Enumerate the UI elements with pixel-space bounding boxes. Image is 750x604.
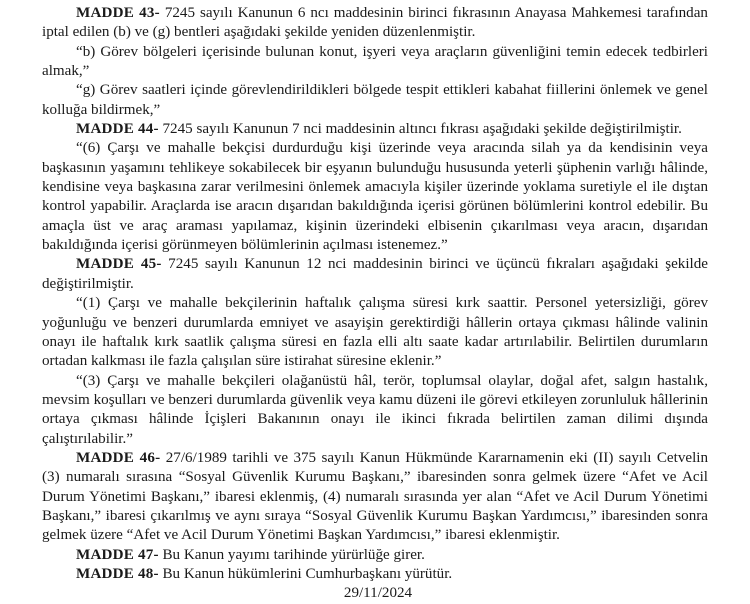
- article-text-45-3: “(3) Çarşı ve mahalle bekçileri olağanüstü hâl, terör, toplumsal olaylar, doğal afet, salgın hastalık, mevsim koşulları ve benzeri durumlarda güvenlik veya kamu düzeni ile görevi etkileyen zorunluluk hâllerinin ortaya çıkması hâlinde İçişleri Bakanının onayı ile ikinci fıkrada belirtilen zaman dilimi dışında çalıştırılabilir.”: [42, 372, 708, 447]
- paragraph-madde-44-6: [42, 139, 708, 255]
- paragraph-madde-45-3: [42, 372, 708, 449]
- article-label-48: MADDE 48-: [76, 565, 159, 582]
- article-text-43-b: “b) Görev bölgeleri içerisinde bulunan konut, işyeri veya araçların güvenliğini temin edecek tedbirleri almak,”: [42, 43, 708, 80]
- article-label-44: MADDE 44-: [76, 121, 159, 138]
- paragraph-madde-43-g: [42, 81, 708, 120]
- article-text-46: 27/6/1989 tarihli ve 375 sayılı Kanun Hükmünde Kararnamenin eki (II) sayılı Cetvelin (3) numaralı sırasına “Sosyal Güvenlik Kurumu Başkanı,” ibaresinden sonra gelmek üzere “Afet ve Acil Durum Yönetimi Başkanı,” ibaresi eklenmiş, (4) numaralı sırasında yer alan “Afet ve Acil Durum Yönetimi Başkanı,” ibaresi çıkarılmış ve aynı sıraya “Sosyal Güvenlik Kurumu Başkan Yardımcısı,” ibaresinden sonra gelmek üzere “Afet ve Acil Durum Yönetimi Başkan Yardımcısı,” ibaresi eklenmiştir.: [42, 449, 708, 544]
- paragraph-madde-46: [42, 449, 708, 546]
- article-text-47: Bu Kanun yayımı tarihinde yürürlüğe girer.: [158, 546, 425, 563]
- paragraph-madde-45: [42, 255, 708, 294]
- paragraph-madde-44: [42, 120, 708, 139]
- article-text-44: 7245 sayılı Kanunun 7 nci maddesinin altıncı fıkrası aşağıdaki şekilde değiştirilmiştir.: [158, 121, 682, 138]
- paragraph-madde-43-b: [42, 43, 708, 82]
- article-text-45-1: “(1) Çarşı ve mahalle bekçilerinin haftalık çalışma süresi kırk saattir. Personel yetersizliği, görev yoğunluğu ve benzeri durumlarda emniyet ve asayişin gerektirdiği hâllerin ortaya çıkması hâlinde valinin onayı ile haftalık kırk saatlik çalışma süresi en fazla elli altı saate kadar artırılabilir. Belirtilen durumların ortadan kalkması ile fazla çalışılan süre istirahat süresine eklenir.”: [42, 295, 708, 370]
- article-label-46: MADDE 46-: [76, 449, 161, 466]
- article-text-45: 7245 sayılı Kanunun 12 nci maddesinin birinci ve üçüncü fıkraları aşağıdaki şekilde değiştirilmiştir.: [42, 256, 708, 292]
- article-text-48: Bu Kanun hükümlerini Cumhurbaşkanı yürütür.: [158, 565, 453, 582]
- paragraph-madde-45-1: [42, 294, 708, 371]
- article-text-43-g: “g) Görev saatleri içinde görevlendirildikleri bölgede tespit ettikleri kabahat fiillerini önlemek ve genel kolluğa bildirmek,”: [42, 82, 708, 118]
- article-label-43: MADDE 43-: [76, 5, 160, 21]
- paragraph-madde-43: [42, 4, 708, 43]
- article-label-47: MADDE 47-: [76, 546, 159, 563]
- article-text-43: 7245 sayılı Kanunun 6 ncı maddesinin birinci fıkrasının Anayasa Mahkemesi tarafından iptal edilen (b) ve (g) bentleri aşağıdaki şekilde yeniden düzenlenmiştir.: [42, 5, 708, 41]
- paragraph-madde-47: [42, 546, 708, 565]
- document-body: [42, 4, 708, 604]
- article-text-44-6: “(6) Çarşı ve mahalle bekçisi durdurduğu kişi üzerinde veya aracında silah ya da kendisinin veya başkasının yaşamını tehlikeye sokabilecek bir eşyanın bulunduğu hususunda yeterli şüphenin varlığı hâlinde, kendisine veya başkasına zarar verilmesini önlemek amacıyla kişiler üzerinde yoklama suretiyle el ile dıştan kontrol yapabilir. Araçlarda ise aracın dışarıdan bakıldığında içerisi görünen bölümlerini kontrol edebilir. Bu amaçla üst ve araç araması yapılamaz, kişinin üzerindeki elbisenin çıkarılması veya aracın, dışarıdan bakıldığında içerisi görünmeyen bölümlerinin açılması istenemez.”: [42, 140, 708, 254]
- paragraph-madde-48: [42, 565, 708, 584]
- document-date: 29/11/2024: [343, 585, 413, 602]
- article-label-45: MADDE 45-: [76, 256, 162, 273]
